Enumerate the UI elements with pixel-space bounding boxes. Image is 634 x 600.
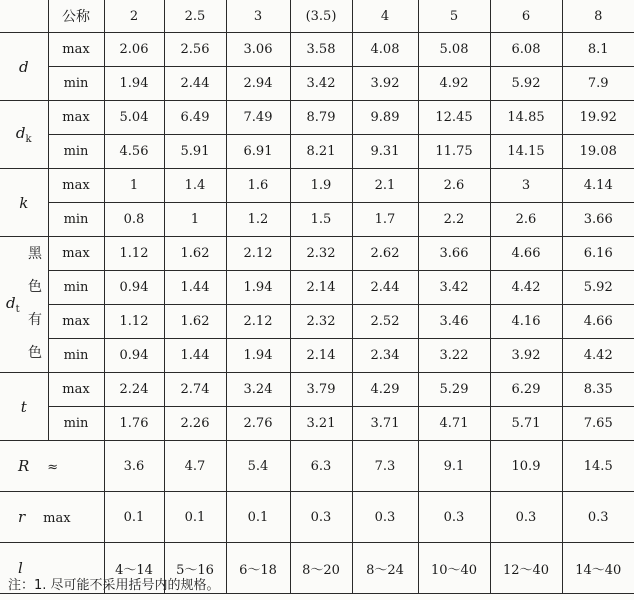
value-cell: 4.56 (104, 135, 164, 169)
r-row-qualifier: max (43, 511, 71, 526)
value-cell: 6.29 (490, 373, 562, 407)
qualifier-min: min (48, 135, 104, 169)
value-cell: 1 (104, 169, 164, 203)
value-cell: 8.79 (290, 101, 352, 135)
value-cell: 1.5 (290, 203, 352, 237)
value-cell: 2.2 (418, 203, 490, 237)
value-cell: 8.1 (562, 33, 634, 67)
value-cell: 4.42 (562, 339, 634, 373)
value-cell: 1.12 (104, 237, 164, 271)
qualifier-min: min (48, 271, 104, 305)
R-row-qualifier: ≈ (47, 460, 59, 475)
value-cell: 2.32 (290, 305, 352, 339)
value-cell: 0.94 (104, 271, 164, 305)
value-cell: 1.76 (104, 407, 164, 441)
value-cell: 2.44 (352, 271, 418, 305)
value-cell: 9.1 (418, 441, 490, 492)
symbol-d-text: d (18, 57, 29, 76)
value-cell: 3.92 (490, 339, 562, 373)
value-cell: 3.46 (418, 305, 490, 339)
value-cell: 3.42 (418, 271, 490, 305)
value-cell: 8.35 (562, 373, 634, 407)
symbol-t-text: t (20, 397, 27, 416)
value-cell: 6.08 (490, 33, 562, 67)
R-row (0, 441, 634, 492)
R-row-label (0, 441, 104, 492)
finish-black-2: 色 (28, 279, 42, 295)
value-cell: 5.71 (490, 407, 562, 441)
r-row-symbol: r (18, 508, 26, 526)
value-cell: 1.6 (226, 169, 290, 203)
value-cell: 4.08 (352, 33, 418, 67)
k-min-row (0, 203, 634, 237)
finish-black-1: 黑 (28, 246, 42, 262)
size-header: 8 (562, 0, 634, 33)
value-cell: 2.12 (226, 237, 290, 271)
value-cell: 5.92 (490, 67, 562, 101)
value-cell: 10～40 (418, 543, 490, 594)
symbol-dk-text: d (15, 124, 26, 142)
value-cell: 0.3 (490, 492, 562, 543)
value-cell: 7.9 (562, 67, 634, 101)
value-cell: 10.9 (490, 441, 562, 492)
qualifier-min: min (48, 203, 104, 237)
size-header: 3 (226, 0, 290, 33)
value-cell: 14.5 (562, 441, 634, 492)
value-cell: 4.66 (490, 237, 562, 271)
value-cell: 4.14 (562, 169, 634, 203)
dt-color-min-row (0, 339, 634, 373)
value-cell: 3.24 (226, 373, 290, 407)
value-cell: 2.56 (164, 33, 226, 67)
value-cell: 3.66 (418, 237, 490, 271)
value-cell: 4.92 (418, 67, 490, 101)
qualifier-max: max (48, 373, 104, 407)
value-cell: 5.91 (164, 135, 226, 169)
value-cell: 2.74 (164, 373, 226, 407)
value-cell: 2.34 (352, 339, 418, 373)
value-cell: 2.76 (226, 407, 290, 441)
symbol-k-text: k (19, 193, 29, 212)
r-row (0, 492, 634, 543)
value-cell: 5～16 (164, 543, 226, 594)
value-cell: 19.08 (562, 135, 634, 169)
size-header: 2 (104, 0, 164, 33)
dt-black-min-row (0, 271, 634, 305)
value-cell: 1.44 (164, 271, 226, 305)
value-cell: 2.26 (164, 407, 226, 441)
qualifier-min: min (48, 407, 104, 441)
value-cell: 1.12 (104, 305, 164, 339)
value-cell: 0.3 (290, 492, 352, 543)
size-header: 6 (490, 0, 562, 33)
nominal-size-label: 公称 (48, 0, 104, 33)
d-min-row (0, 67, 634, 101)
value-cell: 6～18 (226, 543, 290, 594)
value-cell: 1.7 (352, 203, 418, 237)
value-cell: 3.22 (418, 339, 490, 373)
value-cell: 2.14 (290, 271, 352, 305)
symbol-dk (0, 101, 48, 169)
r-row-label (0, 492, 104, 543)
value-cell: 6.49 (164, 101, 226, 135)
value-cell: 0.94 (104, 339, 164, 373)
value-cell: 9.31 (352, 135, 418, 169)
qualifier-min: min (48, 67, 104, 101)
value-cell: 2.6 (418, 169, 490, 203)
value-cell: 2.6 (490, 203, 562, 237)
k-max-row (0, 169, 634, 203)
value-cell: 1.4 (164, 169, 226, 203)
size-header: 5 (418, 0, 490, 33)
value-cell: 8.21 (290, 135, 352, 169)
value-cell: 3.21 (290, 407, 352, 441)
value-cell: 2.1 (352, 169, 418, 203)
value-cell: 5.29 (418, 373, 490, 407)
value-cell: 8～20 (290, 543, 352, 594)
symbol-dt-subscript: t (15, 304, 20, 315)
value-cell: 2.32 (290, 237, 352, 271)
t-max-row (0, 373, 634, 407)
value-cell: 4～14 (104, 543, 164, 594)
value-cell: 1.2 (226, 203, 290, 237)
finish-colored-2: 色 (28, 345, 42, 361)
value-cell: 1 (164, 203, 226, 237)
value-cell: 1.94 (226, 339, 290, 373)
value-cell: 5.08 (418, 33, 490, 67)
value-cell: 5.04 (104, 101, 164, 135)
value-cell: 4.71 (418, 407, 490, 441)
size-header: 2.5 (164, 0, 226, 33)
value-cell: 14.15 (490, 135, 562, 169)
value-cell: 3.66 (562, 203, 634, 237)
value-cell: 3.06 (226, 33, 290, 67)
value-cell: 3.79 (290, 373, 352, 407)
value-cell: 19.92 (562, 101, 634, 135)
dt-black-max-row (0, 237, 634, 271)
value-cell: 6.16 (562, 237, 634, 271)
value-cell: 9.89 (352, 101, 418, 135)
header-row (0, 0, 634, 33)
size-header: (3.5) (290, 0, 352, 33)
value-cell: 7.3 (352, 441, 418, 492)
value-cell: 2.14 (290, 339, 352, 373)
value-cell: 0.1 (226, 492, 290, 543)
value-cell: 2.06 (104, 33, 164, 67)
value-cell: 0.3 (352, 492, 418, 543)
value-cell: 4.66 (562, 305, 634, 339)
dt-color-max-row (0, 305, 634, 339)
l-row-symbol: l (18, 559, 23, 577)
value-cell: 5.92 (562, 271, 634, 305)
value-cell: 1.62 (164, 305, 226, 339)
value-cell: 3.58 (290, 33, 352, 67)
d-max-row (0, 33, 634, 67)
value-cell: 3 (490, 169, 562, 203)
value-cell: 0.3 (562, 492, 634, 543)
qualifier-max: max (48, 237, 104, 271)
value-cell: 4.7 (164, 441, 226, 492)
value-cell: 12～40 (490, 543, 562, 594)
value-cell: 2.12 (226, 305, 290, 339)
qualifier-min: min (48, 339, 104, 373)
symbol-d (0, 33, 48, 101)
value-cell: 0.3 (418, 492, 490, 543)
value-cell: 7.65 (562, 407, 634, 441)
value-cell: 2.62 (352, 237, 418, 271)
t-min-row (0, 407, 634, 441)
value-cell: 0.1 (164, 492, 226, 543)
value-cell: 11.75 (418, 135, 490, 169)
value-cell: 1.44 (164, 339, 226, 373)
qualifier-max: max (48, 169, 104, 203)
value-cell: 2.52 (352, 305, 418, 339)
value-cell: 4.42 (490, 271, 562, 305)
value-cell: 12.45 (418, 101, 490, 135)
value-cell: 3.92 (352, 67, 418, 101)
value-cell: 3.42 (290, 67, 352, 101)
finish-labels (22, 238, 48, 370)
value-cell: 1.9 (290, 169, 352, 203)
value-cell: 3.6 (104, 441, 164, 492)
value-cell: 6.91 (226, 135, 290, 169)
dk-min-row (0, 135, 634, 169)
size-header: 4 (352, 0, 418, 33)
symbol-dk-subscript: k (25, 134, 32, 145)
qualifier-max: max (48, 305, 104, 339)
value-cell: 4.16 (490, 305, 562, 339)
value-cell: 1.94 (226, 271, 290, 305)
value-cell: 1.94 (104, 67, 164, 101)
value-cell: 2.24 (104, 373, 164, 407)
value-cell: 5.4 (226, 441, 290, 492)
finish-colored-1: 有 (28, 312, 42, 328)
qualifier-max: max (48, 101, 104, 135)
value-cell: 8～24 (352, 543, 418, 594)
value-cell: 3.71 (352, 407, 418, 441)
dk-max-row (0, 101, 634, 135)
value-cell: 7.49 (226, 101, 290, 135)
corner-cell (0, 0, 48, 33)
value-cell: 2.94 (226, 67, 290, 101)
value-cell: 14.85 (490, 101, 562, 135)
value-cell: 14～40 (562, 543, 634, 594)
value-cell: 0.8 (104, 203, 164, 237)
value-cell: 6.3 (290, 441, 352, 492)
value-cell: 2.44 (164, 67, 226, 101)
symbol-dt-text: d (6, 294, 16, 312)
symbol-t (0, 373, 48, 441)
symbol-k (0, 169, 48, 237)
value-cell: 4.29 (352, 373, 418, 407)
qualifier-max: max (48, 33, 104, 67)
R-row-symbol: R (18, 457, 30, 475)
value-cell: 1.62 (164, 237, 226, 271)
value-cell: 0.1 (104, 492, 164, 543)
footnote: 注：1. 尽可能不采用括号内的规格。 (8, 578, 220, 593)
